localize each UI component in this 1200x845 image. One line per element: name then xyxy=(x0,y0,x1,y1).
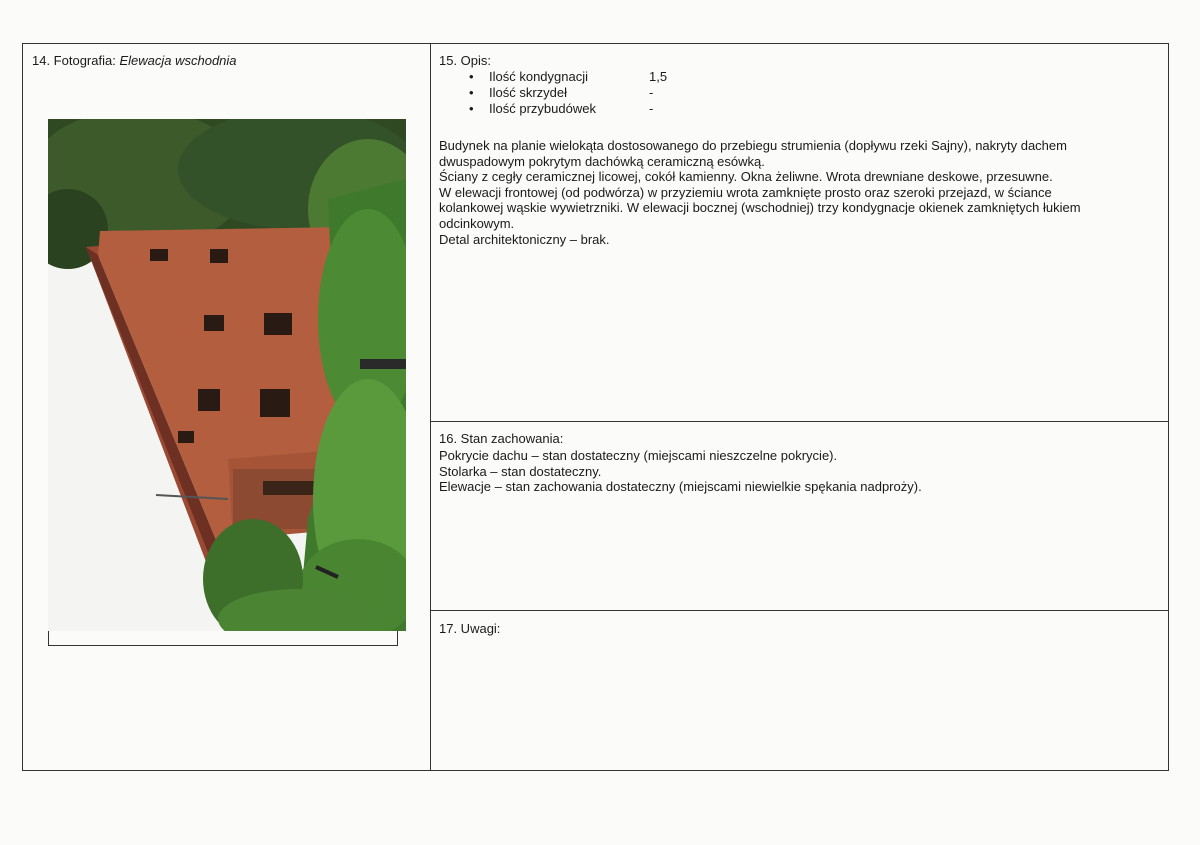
list-item: • Ilość przybudówek - xyxy=(451,101,667,117)
description-list xyxy=(451,69,667,117)
description-paragraph: Budynek na planie wielokąta dostosowanego do przebiegu strumienia (dopływu rzeki Sajny), nakryty dachem dwuspadowym pokrytym dachówką ceramiczną esówką. Ściany z cegły ceramicznej licowej, cokół kamienny. Okna żeliwne. Wrota drewniane deskowe, przesuwne. W elewacji frontowej (od podwórza) w przyziemiu wrota zamknięte prosto oraz szeroki przejazd, w ściance kolankowej wąskie wywietrzniki. W elewacji bocznej (wschodniej) trzy kondygnacje okienek zamkniętych łukiem odcinkowym. Detal architektoniczny – brak. xyxy=(439,138,1081,247)
condition-paragraph: Pokrycie dachu – stan dostateczny (miejscami nieszczelne pokrycie). Stolarka – stan dostateczny. Elewacje – stan zachowania dostateczny (miejscami niewielkie spękania nadproży). xyxy=(439,448,922,495)
section-14-label: 14. Fotografia: xyxy=(32,53,116,68)
section-14-heading xyxy=(32,53,237,69)
list-item: • Ilość kondygnacji 1,5 xyxy=(451,69,667,85)
section-16-label: 16. Stan zachowania: xyxy=(439,431,564,446)
photo-caption: Elewacja wschodnia xyxy=(119,53,237,68)
list-item: • Ilość skrzydeł - xyxy=(451,85,667,101)
row-divider-16 xyxy=(430,421,1168,422)
column-divider xyxy=(430,44,431,770)
section-17-label: 17. Uwagi: xyxy=(439,621,501,636)
building-photo xyxy=(48,119,406,631)
section-15-label: 15. Opis: xyxy=(439,53,492,68)
row-divider-17 xyxy=(430,610,1168,611)
